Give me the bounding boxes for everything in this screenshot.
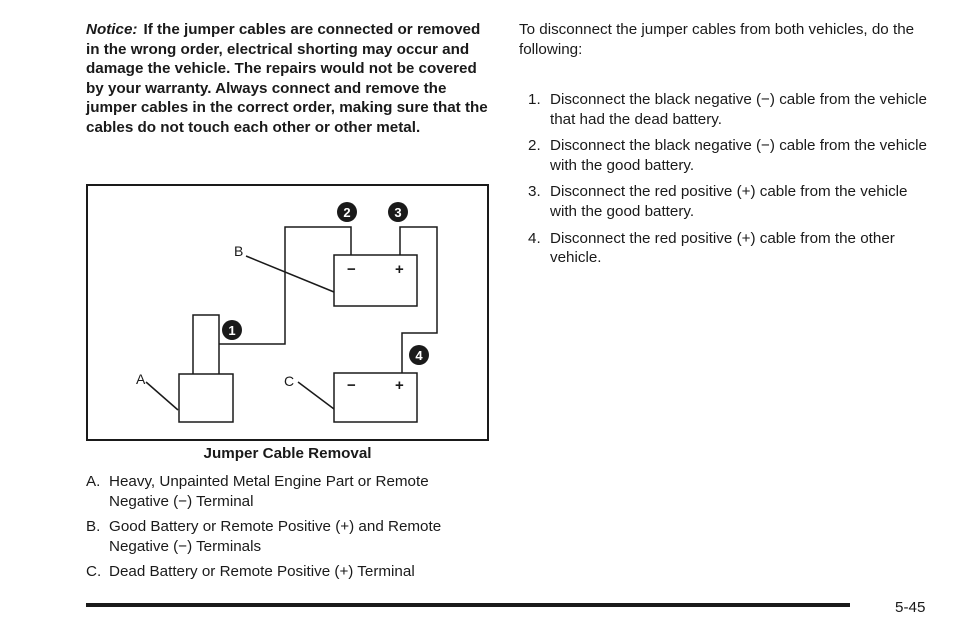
figure-legend bbox=[86, 472, 490, 588]
legend-item bbox=[86, 562, 490, 582]
legend-item bbox=[86, 517, 490, 556]
procedure-step bbox=[528, 229, 938, 268]
step-marker-2: 2 bbox=[343, 205, 351, 220]
notice-body: If the jumper cables are connected or removed in the wrong order, electrical shorting may occur and damage the vehicle. The repairs would not be covered by your warranty. Always connect and remove the jumper cables in the correct order, making sure that the cables do not touch each other or other metal. bbox=[86, 21, 488, 136]
leader-c bbox=[298, 382, 334, 409]
legend-item bbox=[86, 472, 490, 511]
legend-text: Good Battery or Remote Positive (+) and Remote Negative (−) Terminals bbox=[109, 518, 442, 555]
footer-rule bbox=[86, 603, 850, 607]
page-number: 5-45 bbox=[895, 599, 926, 616]
good-battery-minus: − bbox=[347, 261, 356, 278]
diagram-svg bbox=[88, 186, 487, 439]
procedure-step bbox=[528, 90, 938, 129]
engine-block bbox=[179, 374, 233, 422]
engine-bracket bbox=[193, 315, 219, 374]
step-marker-3: 3 bbox=[394, 205, 402, 220]
callout-a: A bbox=[136, 371, 146, 387]
dead-battery-minus: − bbox=[347, 377, 356, 394]
callout-c: C bbox=[284, 373, 295, 389]
leader-a bbox=[146, 382, 178, 410]
procedure-step bbox=[528, 182, 938, 221]
procedure-intro: To disconnect the jumper cables from both vehicles, do the following: bbox=[519, 21, 915, 58]
dead-battery-plus: + bbox=[395, 377, 404, 394]
procedure-steps bbox=[528, 90, 938, 275]
step-marker-1: 1 bbox=[228, 323, 236, 338]
step-text: Disconnect the black negative (−) cable from the vehicle with the good battery. bbox=[550, 137, 927, 174]
legend-label: B. bbox=[86, 518, 101, 536]
step-marker-4: 4 bbox=[415, 348, 423, 363]
legend-label: A. bbox=[86, 473, 101, 490]
notice-paragraph bbox=[86, 20, 490, 138]
step-text: Disconnect the red positive (+) cable from the vehicle with the good battery. bbox=[550, 183, 908, 220]
leader-b bbox=[246, 256, 334, 292]
step-number: 2. bbox=[528, 137, 541, 155]
step-number: 4. bbox=[528, 229, 541, 247]
legend-label: C. bbox=[86, 563, 102, 581]
callout-b: B bbox=[234, 243, 244, 259]
procedure-step bbox=[528, 136, 938, 175]
legend-text: Dead Battery or Remote Positive (+) Terminal bbox=[109, 563, 415, 581]
step-text: Disconnect the black negative (−) cable from the vehicle that had the dead battery. bbox=[550, 91, 927, 128]
notice-lead: Notice: bbox=[86, 21, 138, 38]
step-number: 3. bbox=[528, 183, 541, 201]
step-text: Disconnect the red positive (+) cable from the other vehicle. bbox=[550, 229, 895, 267]
jumper-cable-diagram bbox=[86, 184, 489, 441]
figure-caption: Jumper Cable Removal bbox=[203, 445, 372, 462]
step-number: 1. bbox=[528, 91, 541, 108]
legend-text: Heavy, Unpainted Metal Engine Part or Remote Negative (−) Terminal bbox=[109, 473, 429, 510]
good-battery-plus: + bbox=[395, 261, 404, 278]
